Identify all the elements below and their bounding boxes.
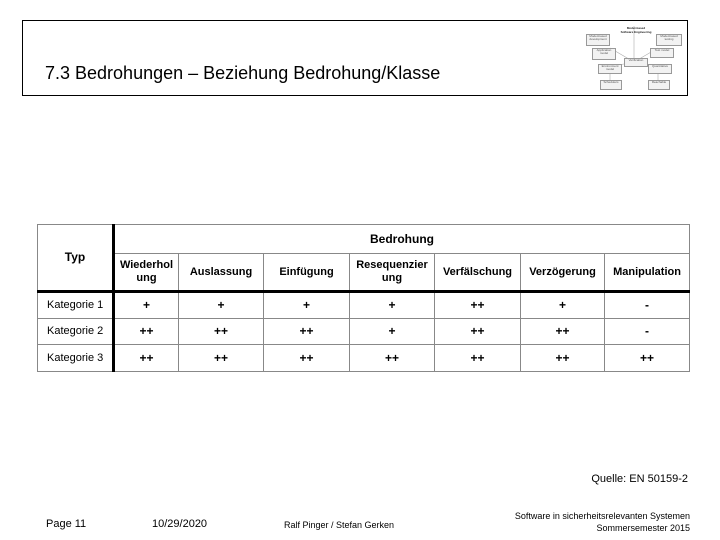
rating-cell: ++ [114, 319, 179, 345]
table-row [38, 292, 690, 319]
source-note: Quelle: EN 50159-2 [591, 473, 688, 485]
footer-authors: Ralf Pinger / Stefan Gerken [284, 520, 395, 530]
course-title: Software in sicherheitsrelevanten Systemen [514, 511, 690, 521]
overview-node: Schedulers [600, 80, 622, 90]
rating-cell: ++ [435, 319, 521, 345]
column-header: Einfügung [264, 254, 350, 292]
rating-cell: + [521, 292, 605, 319]
course-term: Sommersemester 2015 [596, 523, 690, 533]
rating-cell: ++ [435, 345, 521, 372]
overview-node: Model-based testing [656, 34, 682, 46]
rating-cell: ++ [264, 319, 350, 345]
column-header: Auslassung [179, 254, 264, 292]
column-header: Resequenzier ung [350, 254, 435, 292]
bedrohung-header: Bedrohung [114, 225, 690, 254]
overview-node: Environment model [598, 64, 622, 74]
column-header: Verzögerung [521, 254, 605, 292]
rating-cell: ++ [605, 345, 690, 372]
footer-date: 10/29/2020 [152, 518, 208, 530]
column-header: Verfälschung [435, 254, 521, 292]
footer-course [515, 510, 690, 534]
category-cell: Kategorie 2 [38, 319, 114, 345]
rating-cell: ++ [114, 345, 179, 372]
rating-cell: - [605, 292, 690, 319]
category-cell: Kategorie 1 [38, 292, 114, 319]
rating-cell: + [114, 292, 179, 319]
rating-cell: + [264, 292, 350, 319]
rating-cell: - [605, 319, 690, 345]
overview-diagram-title: Model-based Software Engineering [620, 26, 652, 34]
table-row [38, 319, 690, 345]
rating-cell: ++ [521, 345, 605, 372]
rating-cell: ++ [350, 345, 435, 372]
rating-cell: ++ [264, 345, 350, 372]
threat-class-table [37, 224, 690, 372]
rating-cell: ++ [179, 319, 264, 345]
overview-node: Reachable [648, 80, 670, 90]
overview-node: Application model [592, 48, 616, 60]
overview-node: Model-based development [586, 34, 610, 46]
overview-diagram-thumbnail [584, 4, 684, 92]
rating-cell: ++ [521, 319, 605, 345]
overview-node: Quantitative [648, 64, 672, 74]
category-cell: Kategorie 3 [38, 345, 114, 372]
typ-header: Typ [38, 225, 114, 292]
page-number: Page 11 [46, 518, 87, 530]
rating-cell: + [350, 292, 435, 319]
column-header: Manipulation [605, 254, 690, 292]
column-header: Wiederhol ung [114, 254, 179, 292]
rating-cell: ++ [179, 345, 264, 372]
table-row [38, 345, 690, 372]
slide-title: 7.3 Bedrohungen – Beziehung Bedrohung/Klasse [45, 63, 441, 83]
rating-cell: + [179, 292, 264, 319]
rating-cell: ++ [435, 292, 521, 319]
overview-node: Test model [650, 48, 674, 58]
overview-node: Verification [624, 58, 648, 67]
rating-cell: + [350, 319, 435, 345]
